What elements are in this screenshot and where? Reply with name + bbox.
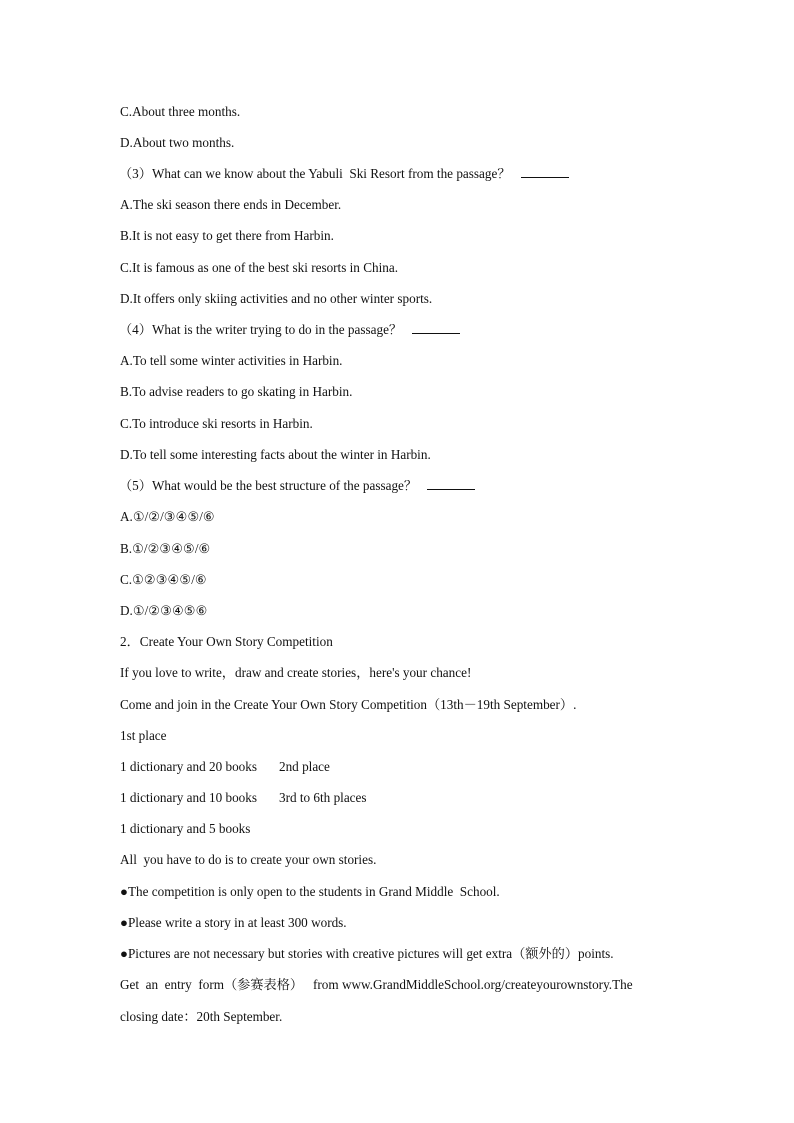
entry-form-line-2: closing date：20th September. <box>120 1009 283 1024</box>
q3-option-d: D.It offers only skiing activities and no other winter sports. <box>120 291 433 306</box>
q5-answer-blank[interactable] <box>427 477 475 490</box>
q4-option-d: D.To tell some interesting facts about the winter in Harbin. <box>120 447 431 462</box>
q5-option-d: D.①/②③④⑤⑥ <box>120 603 208 618</box>
q4-option-a: A.To tell some winter activities in Harbin. <box>120 353 343 368</box>
second-place-label: 2nd place <box>278 759 330 774</box>
q3-answer-blank[interactable] <box>521 165 569 178</box>
q2-option-d: D.About two months. <box>120 135 235 150</box>
passage2-join: Come and join in the Create Your Own Story Competition（13th－19th September）. <box>120 697 577 712</box>
q4-option-c: C.To introduce ski resorts in Harbin. <box>120 416 313 431</box>
q5-option-c: C.①②③④⑤/⑥ <box>120 572 207 587</box>
q3-option-a: A.The ski season there ends in December. <box>120 197 342 212</box>
prize-row-2 <box>120 789 367 807</box>
q5-stem-text: （5）What would be the best structure of the passage？ <box>119 478 418 493</box>
third-places-label: 3rd to 6th places <box>278 790 367 805</box>
q4-stem-text: （4）What is the writer trying to do in the passage？ <box>119 322 403 337</box>
q2-option-c: C.About three months. <box>120 104 241 119</box>
passage2-title: 2．Create Your Own Story Competition <box>120 634 333 649</box>
prize-2: 1 dictionary and 10 books <box>120 790 257 805</box>
q3-option-b: B.It is not easy to get there from Harbin. <box>120 228 334 243</box>
q5-stem <box>119 477 475 495</box>
first-place-label: 1st place <box>120 728 167 743</box>
prize-3: 1 dictionary and 5 books <box>120 821 251 836</box>
passage2-all: All you have to do is to create your own stories. <box>120 852 377 867</box>
q4-answer-blank[interactable] <box>412 321 460 334</box>
rule-1: ●The competition is only open to the students in Grand Middle School. <box>120 884 500 899</box>
entry-form-line-1: Get an entry form（参赛表格） from www.GrandMiddleSchool.org/createyourownstory.The <box>120 977 633 992</box>
rule-3: ●Pictures are not necessary but stories with creative pictures will get extra（额外的）points. <box>120 946 614 961</box>
prize-1: 1 dictionary and 20 books <box>120 759 257 774</box>
q4-stem <box>119 321 460 339</box>
prize-row-1 <box>120 758 330 776</box>
rule-2: ●Please write a story in at least 300 words. <box>120 915 347 930</box>
q3-stem-text: （3）What can we know about the Yabuli Ski Resort from the passage？ <box>119 166 511 181</box>
passage2-intro: If you love to write，draw and create stories，here's your chance! <box>120 665 472 680</box>
q5-option-b: B.①/②③④⑤/⑥ <box>120 541 211 556</box>
q3-option-c: C.It is famous as one of the best ski resorts in China. <box>120 260 398 275</box>
q4-option-b: B.To advise readers to go skating in Harbin. <box>120 384 353 399</box>
q3-stem <box>119 165 569 183</box>
q5-option-a: A.①/②/③④⑤/⑥ <box>120 509 215 524</box>
